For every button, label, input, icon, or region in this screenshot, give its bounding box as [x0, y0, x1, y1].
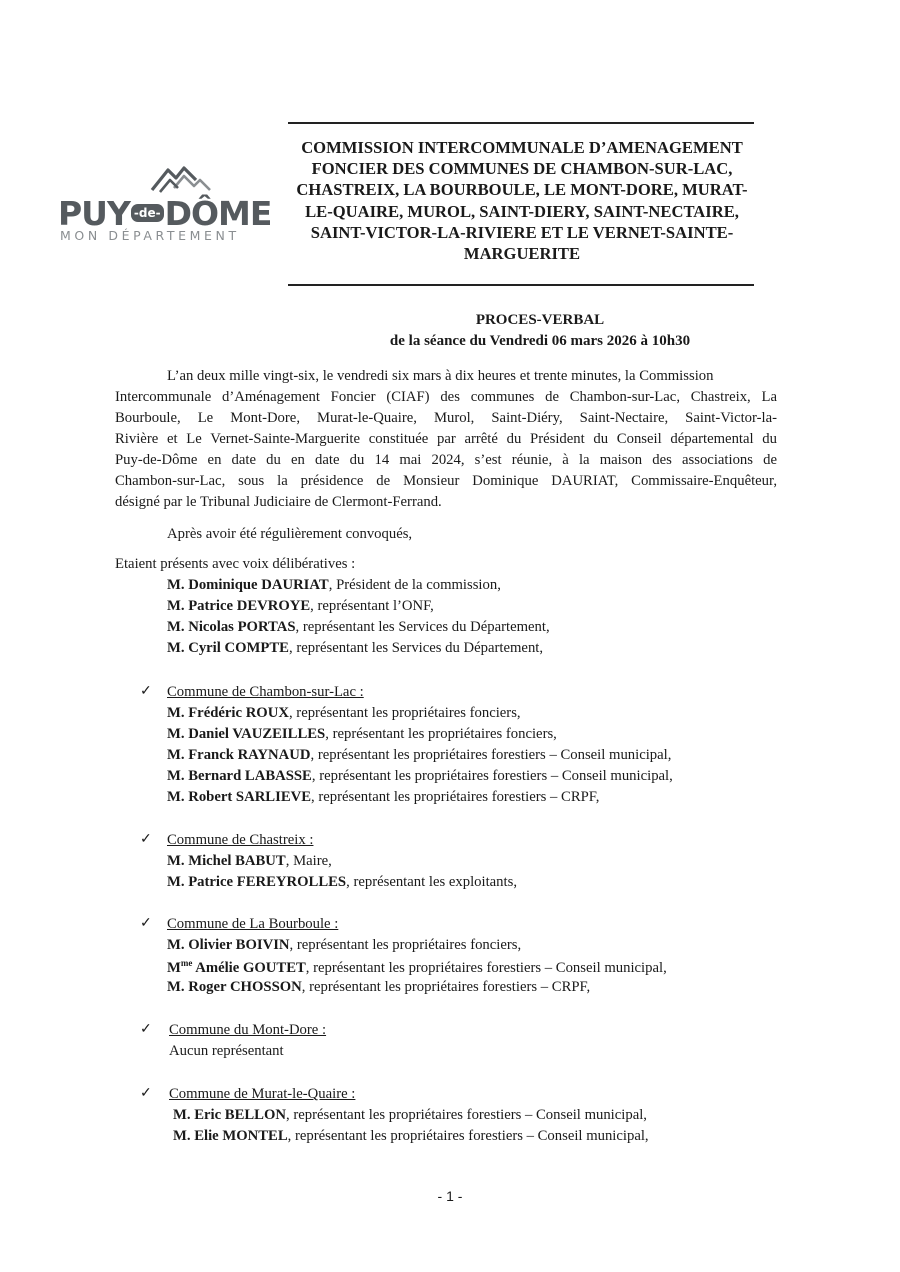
rep-line: M. Eric BELLON, représentant les propriétaires forestiers – Conseil municipal,	[173, 1107, 647, 1123]
header-top-rule	[288, 122, 754, 124]
check-icon: ✓	[140, 832, 152, 847]
rep-line: M. Frédéric ROUX, représentant les propriétaires fonciers,	[167, 705, 521, 721]
member-line: M. Dominique DAURIAT, Président de la commission,	[167, 577, 501, 593]
header-line: CHASTREIX, LA BOURBOULE, LE MONT-DORE, MURAT-	[296, 180, 748, 200]
member-line: M. Patrice DEVROYE, représentant l’ONF,	[167, 598, 434, 614]
mountain-logo-icon	[150, 162, 212, 194]
check-icon: ✓	[140, 684, 152, 699]
intro-line: Puy-de-Dôme en date du en date du 14 mai 2024, s’est réunie, à la maison des associations de	[115, 452, 777, 468]
member-line: M. Cyril COMPTE, représentant les Services du Département,	[167, 640, 544, 656]
header-bottom-rule	[288, 284, 754, 286]
check-icon: ✓	[140, 1022, 152, 1037]
rep-line: $M^{me}$ Amélie GOUTET, représentant les propriétaires forestiers – Conseil municipal,	[167, 958, 667, 976]
rep-line: M. Roger CHOSSON, représentant les propriétaires forestiers – CRPF,	[167, 979, 591, 995]
commune-title: Commune du Mont-Dore :	[169, 1022, 327, 1038]
rep-line: M. Michel BABUT, Maire,	[167, 853, 332, 869]
header-line: COMMISSION INTERCOMMUNALE D’AMENAGEMENT	[301, 138, 743, 157]
check-icon: ✓	[140, 916, 152, 931]
intro-line: désigné par le Tribunal Judiciaire de Clermont-Ferrand.	[115, 494, 442, 510]
rep-line: M. Elie MONTEL, représentant les propriétaires forestiers – Conseil municipal,	[173, 1128, 649, 1144]
header-line: SAINT-VICTOR-LA-RIVIERE ET LE VERNET-SAINTE-	[310, 222, 734, 242]
logo-tagline: MON DÉPARTEMENT	[60, 228, 240, 243]
commune-title: Commune de La Bourboule :	[167, 916, 339, 932]
header-line: FONCIER DES COMMUNES DE CHAMBON-SUR-LAC,	[311, 159, 733, 179]
rep-line: M. Bernard LABASSE, représentant les propriétaires forestiers – Conseil municipal,	[167, 768, 673, 784]
member-line: M. Nicolas PORTAS, représentant les Services du Département,	[167, 619, 550, 635]
intro-line: Chambon-sur-Lac, sous la présidence de Monsieur Dominique DAURIAT, Commissaire-Enquêteur,	[115, 473, 777, 489]
rep-line: M. Robert SARLIEVE, représentant les propriétaires forestiers – CRPF,	[167, 789, 600, 805]
commune-title: Commune de Chambon-sur-Lac :	[167, 684, 364, 700]
check-icon: ✓	[140, 1086, 152, 1101]
header-line: MARGUERITE	[463, 244, 581, 264]
rep-line: M. Daniel VAUZEILLES, représentant les propriétaires fonciers,	[167, 726, 557, 742]
pv-subtitle: de la séance du Vendredi 06 mars 2026 à 10h30	[389, 333, 691, 349]
puy-de-dome-logo	[58, 160, 272, 245]
pv-title: PROCES-VERBAL	[475, 312, 605, 328]
present-heading: Etaient présents avec voix délibératives :	[115, 556, 356, 572]
page-number: - 1 -	[437, 1188, 463, 1204]
intro-line: Intercommunale d’Aménagement Foncier (CIAF) des communes de Chambon-sur-Lac, Chastreix, La	[115, 389, 777, 405]
commune-title: Commune de Murat-le-Quaire :	[169, 1086, 356, 1102]
convocation-text: Après avoir été régulièrement convoqués,	[167, 526, 413, 542]
intro-line: Rivière et Le Vernet-Sainte-Marguerite constituée par arrêté du Président du Conseil départemental du	[115, 431, 777, 447]
header-line: LE-QUAIRE, MUROL, SAINT-DIERY, SAINT-NECTAIRE,	[305, 201, 739, 221]
logo-wordmark: PUY $^{-de-}$ DÔME	[58, 194, 272, 233]
rep-line: M. Franck RAYNAUD, représentant les propriétaires forestiers – Conseil municipal,	[167, 747, 672, 763]
intro-line: Bourboule, Le Mont-Dore, Murat-le-Quaire, Murol, Saint-Diéry, Saint-Nectaire, Saint-Victor-la-	[115, 410, 777, 426]
rep-line: M. Patrice FEREYROLLES, représentant les exploitants,	[167, 874, 517, 890]
header-title	[280, 137, 764, 264]
no-rep-text: Aucun représentant	[169, 1043, 284, 1059]
rep-line: M. Olivier BOIVIN, représentant les propriétaires fonciers,	[167, 937, 522, 953]
intro-line: L’an deux mille vingt-six, le vendredi six mars à dix heures et trente minutes, la Commission	[167, 368, 714, 384]
commune-title: Commune de Chastreix :	[167, 832, 314, 848]
